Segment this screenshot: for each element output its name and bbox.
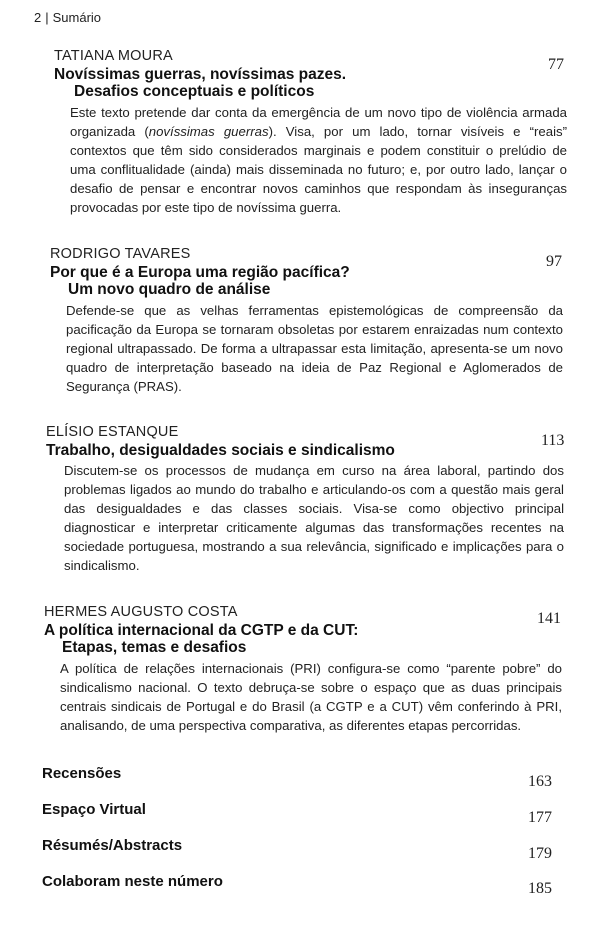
- entry-title[interactable]: Por que é a Europa uma região pacífica?: [50, 264, 350, 281]
- abstract-text: Este texto pretende dar conta da emergência de um novo tipo de violência armada organizada (: [70, 105, 567, 139]
- section-espaco-virtual[interactable]: Espaço Virtual: [42, 801, 146, 818]
- abstract-italic: novíssimas guerras: [148, 124, 269, 139]
- entry-abstract: A política de relações internacionais (PRI) configura-se como “parente pobre” do sindicalismo nacional. O texto debruça-se sobre o espaço que as duas principais centrais sindicais de Portugal e do Brasil (a CGTP e a CUT) vêm conferindo à PRI, analisando, de uma perspectiva comparativa, as diferentes etapas percorridas.: [60, 661, 562, 733]
- section-page-number[interactable]: 185: [528, 880, 552, 897]
- entry-page-number[interactable]: 141: [537, 610, 561, 627]
- header-title: Sumário: [52, 10, 102, 25]
- section-resumes-abstracts[interactable]: Résumés/Abstracts: [42, 837, 183, 854]
- header-page-number: 2: [34, 10, 42, 25]
- entry-abstract: [70, 103, 567, 217]
- entry-subtitle: Um novo quadro de análise: [68, 281, 271, 298]
- header-separator: |: [45, 10, 49, 25]
- entry-subtitle: Etapas, temas e desafios: [62, 639, 247, 656]
- entry-abstract: Discutem-se os processos de mudança em curso na área laboral, partindo dos problemas ligados ao mundo do trabalho e articulando-os com a questão mais geral das desigualdades e das classes sociais. Visa-se como objectivo principal diagnosticar e interpretar criticamente algumas das transformações recentes na sociedade portuguesa, mostrando a sua relevância, significado e implicações para o sindicalismo.: [64, 463, 564, 573]
- entry-subtitle: Desafios conceptuais e políticos: [74, 83, 315, 100]
- section-page-number[interactable]: 177: [528, 809, 552, 826]
- entry-title[interactable]: Novíssimas guerras, novíssimas pazes.: [54, 66, 347, 83]
- entry-author: TATIANA MOURA: [54, 48, 173, 64]
- abstract-text: ). Visa, por um lado, tornar visíveis e “reais” contextos que têm sido considerados marginais e podem constituir o prelúdio de uma conflitualidade (ainda) mais disseminada no futuro; e, por outro lado, lançar o desafio de pensar e encontrar novos caminhos que respondam às inseguranças provocadas por este tipo de novíssima guerra.: [70, 124, 567, 215]
- entry-author: RODRIGO TAVARES: [50, 246, 191, 262]
- entry-author: HERMES AUGUSTO COSTA: [44, 604, 238, 620]
- entry-page-number[interactable]: 97: [546, 253, 562, 270]
- section-colaboram[interactable]: Colaboram neste número: [42, 873, 223, 890]
- running-header: [34, 10, 101, 25]
- entry-page-number[interactable]: 113: [541, 432, 565, 449]
- entry-abstract: Defende-se que as velhas ferramentas epistemológicas de compreensão da pacificação da Europa se tornaram obsoletas por estarem enraizadas num contexto regional ultrapassado. De forma a ultrapassar esta limitação, apresenta-se um novo quadro de interpretação baseado na ideia de Paz Regional e Aglomerados de Segurança (PRAS).: [66, 303, 563, 394]
- entry-author: ELÍSIO ESTANQUE: [46, 424, 179, 440]
- entry-title[interactable]: A política internacional da CGTP e da CUT:: [44, 622, 359, 639]
- entry-title[interactable]: Trabalho, desigualdades sociais e sindicalismo: [46, 442, 395, 459]
- section-page-number[interactable]: 163: [528, 773, 552, 790]
- entry-page-number[interactable]: 77: [548, 56, 564, 73]
- section-page-number[interactable]: 179: [528, 845, 552, 862]
- section-recensoes[interactable]: Recensões: [42, 765, 122, 782]
